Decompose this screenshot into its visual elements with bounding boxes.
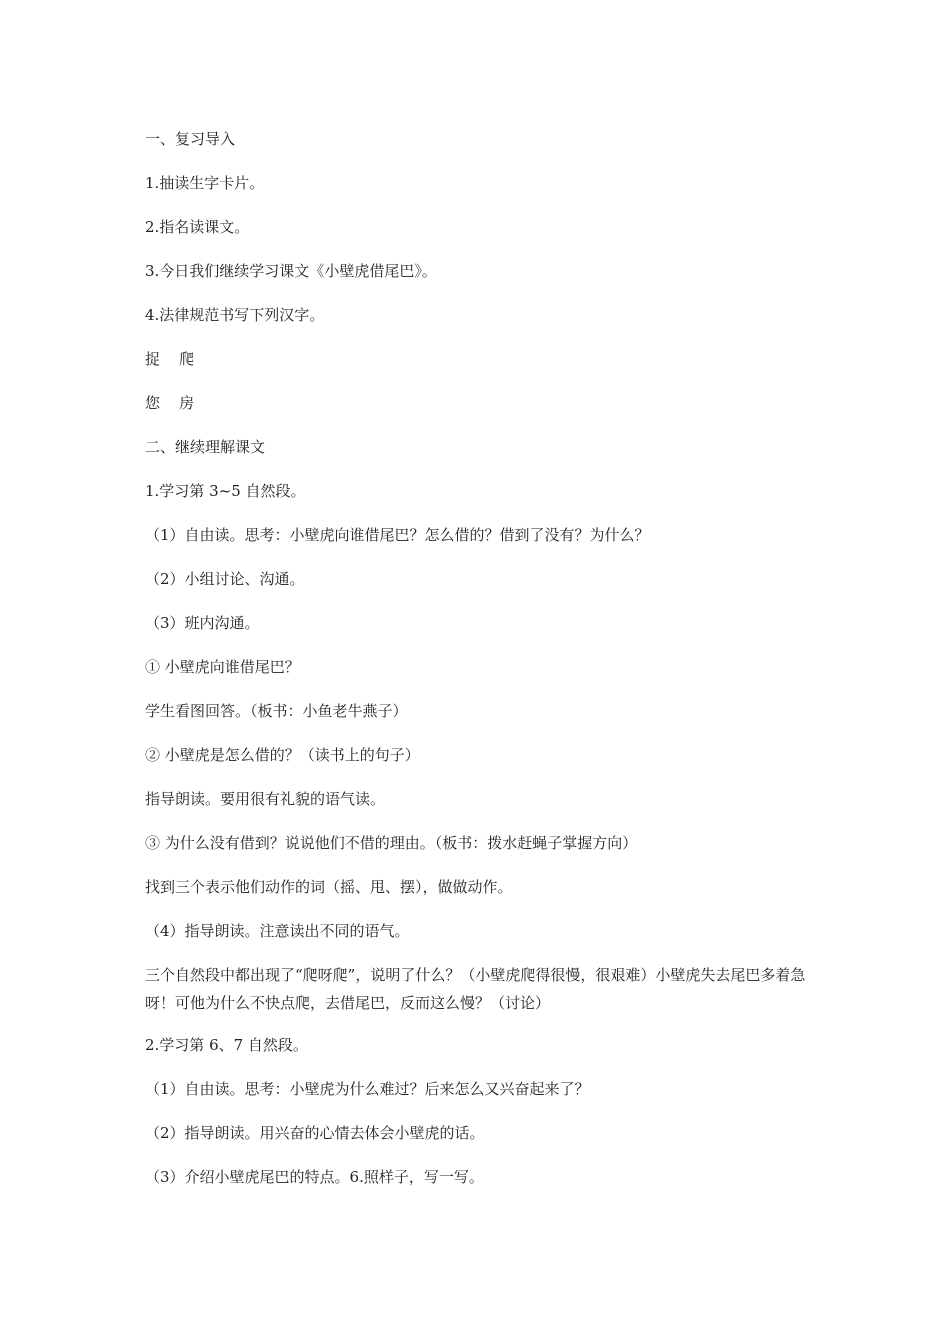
paragraph: 学生看图回答。（板书：小鱼老牛燕子） — [145, 702, 408, 720]
paragraph: ② 小壁虎是怎么借的？（读书上的句子） — [145, 746, 420, 764]
paragraph: （3）介绍小壁虎尾巴的特点。6.照样子，写一写。 — [145, 1168, 484, 1186]
paragraph: （1）自由读。思考：小壁虎向谁借尾巴？怎么借的？借到了没有？为什么？ — [145, 526, 650, 544]
paragraph: （3）班内沟通。 — [145, 614, 260, 632]
paragraph: 1.学习第 3~5 自然段。 — [145, 482, 306, 500]
paragraph: （1）自由读。思考：小壁虎为什么难过？后来怎么又兴奋起来了？ — [145, 1080, 590, 1098]
paragraph: ③ 为什么没有借到？说说他们不借的理由。（板书：拨水赶蝇子掌握方向） — [145, 834, 638, 852]
section-heading-understanding: 二、继续理解课文 — [145, 438, 266, 456]
paragraph: 3.今日我们继续学习课文《小壁虎借尾巴》。 — [145, 262, 437, 280]
paragraph: 4.法律规范书写下列汉字。 — [145, 306, 325, 324]
paragraph: （2）小组讨论、沟通。 — [145, 570, 305, 588]
paragraph: ① 小壁虎向谁借尾巴？ — [145, 658, 300, 676]
character-pair: 您 房 — [145, 394, 195, 412]
character-pair: 捉 爬 — [145, 350, 195, 368]
paragraph: 2.学习第 6、7 自然段。 — [145, 1036, 308, 1054]
paragraph-discussion: 三个自然段中都出现了“爬呀爬”，说明了什么？（小壁虎爬得很慢，很艰难）小壁虎失去尾巴多着急呀！可他为什么不快点爬，去借尾巴，反而这么慢？（讨论） — [145, 966, 806, 1012]
paragraph: （4）指导朗读。注意读出不同的语气。 — [145, 922, 410, 940]
paragraph: （2）指导朗读。用兴奋的心情去体会小壁虎的话。 — [145, 1124, 485, 1142]
paragraph: 找到三个表示他们动作的词（摇、甩、摆），做做动作。 — [145, 878, 513, 896]
paragraph: 1.抽读生字卡片。 — [145, 174, 265, 192]
section-heading-review: 一、复习导入 — [145, 130, 236, 148]
paragraph: 指导朗读。要用很有礼貌的语气读。 — [145, 790, 386, 808]
paragraph: 2.指名读课文。 — [145, 218, 250, 236]
document-body — [145, 125, 825, 1207]
